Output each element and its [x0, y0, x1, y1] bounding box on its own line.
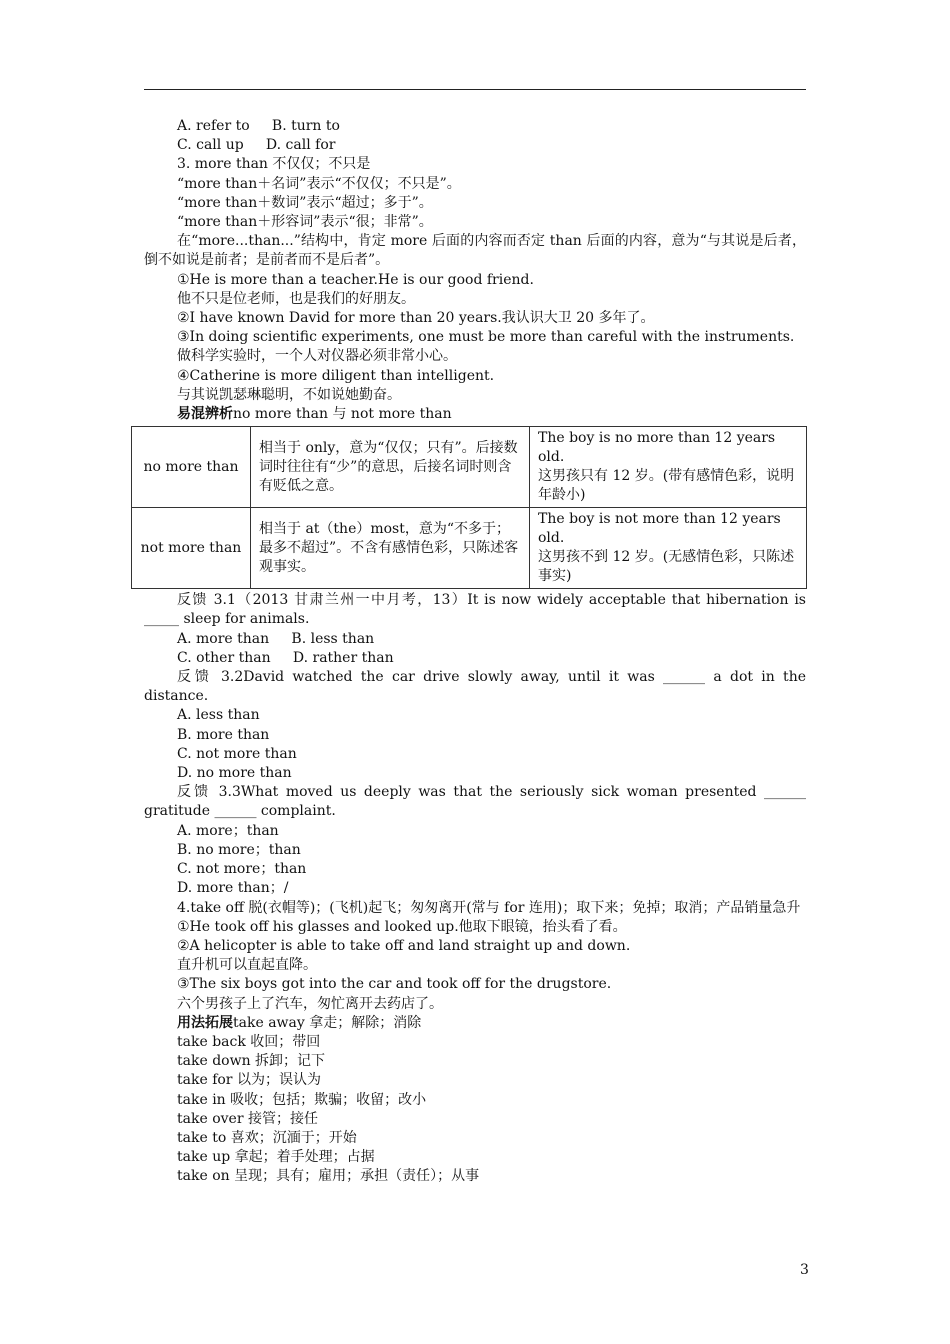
document-body: [140, 117, 806, 1187]
usage-first: take away 拿走；解除；消除: [233, 1014, 422, 1031]
table-row: [132, 427, 807, 508]
usage-label: 用法拓展: [177, 1014, 233, 1031]
paragraph: 在“more...than...”结构中，肯定 more 后面的内容而否定 than 后面的内容，意为“与其说是后者，倒不如说是前者；是前者而不是后者”。: [144, 233, 806, 269]
example-paragraph: ③In doing scientific experiments, one must be more than careful with the instruments.: [177, 329, 795, 346]
usage-item: take back 收回；带回: [177, 1033, 321, 1050]
section-heading: 3. more than 不仅仅；不只是: [177, 156, 371, 173]
table-cell-meaning: 相当于 at（the）most，意为“不多于；最多不超过”。不含有感情色彩，只陈述客观事实。: [251, 508, 530, 589]
usage-item: take in 吸收；包括；欺骗；收留；改小: [177, 1091, 427, 1108]
usage-item: take over 接管；接任: [177, 1110, 318, 1127]
answer-options: A. more than B. less than: [177, 630, 375, 647]
example-cn: 这男孩不到 12 岁。(无感情色彩，只陈述事实): [538, 549, 795, 585]
answer-option: A. more；than: [177, 822, 279, 839]
example-line: 直升机可以直起直降。: [177, 957, 317, 974]
answer-option: B. more than: [177, 726, 270, 743]
confusion-text: no more than 与 not more than: [233, 406, 452, 423]
example-line: 六个男孩子上了汽车，匆忙离开去药店了。: [177, 995, 443, 1012]
example-line: ②A helicopter is able to take off and land straight up and down.: [177, 937, 631, 954]
question-3-2: 反馈 3.2David watched the car drive slowly away, until it was ______ a dot in the distance.: [144, 669, 806, 705]
text-line: “more than＋形容词”表示“很；非常”。: [177, 214, 433, 231]
example-line: ①He is more than a teacher.He is our good friend.: [177, 271, 534, 288]
comparison-table: [131, 426, 807, 589]
answer-option: A. less than: [177, 707, 260, 724]
example-line: 与其说凯瑟琳聪明，不如说她勤奋。: [177, 386, 401, 403]
answer-option: C. not more；than: [177, 861, 307, 878]
usage-item: take to 喜欢；沉湎于；开始: [177, 1129, 357, 1146]
table-row: [132, 508, 807, 589]
question-3-3: 反馈 3.3What moved us deeply was that the seriously sick woman presented ______ gratitude ______ complaint.: [144, 784, 806, 820]
usage-item: take for 以为；误认为: [177, 1072, 321, 1089]
example-line: ②I have known David for more than 20 years.我认识大卫 20 多年了。: [177, 310, 655, 327]
answer-option: D. more than；/: [177, 880, 289, 897]
table-cell-meaning: 相当于 only，意为“仅仅；只有”。后接数词时往往有“少”的意思，后接名词时则含有贬低之意。: [251, 427, 530, 508]
answer-options: C. other than D. rather than: [177, 649, 394, 666]
answer-option: C. not more than: [177, 745, 297, 762]
page-number: 3: [800, 1262, 809, 1278]
usage-heading: [144, 1014, 806, 1033]
section-heading-take-off: 4.take off 脱(衣帽等)；(飞机)起飞；匆匆离开(常与 for 连用)；取下来；免掉；取消；产品销量急升: [177, 899, 801, 916]
example-cn: 这男孩只有 12 岁。(带有感情色彩，说明年龄小): [538, 468, 795, 504]
example-line: 他不只是位老师，也是我们的好朋友。: [177, 290, 415, 307]
confusion-label: 易混辨析: [177, 406, 233, 423]
table-cell-example: [530, 427, 807, 508]
text-line: “more than＋数词”表示“超过；多于”。: [177, 194, 433, 211]
table-cell-example: [530, 508, 807, 589]
confusion-heading: [144, 405, 806, 424]
table-cell-term: no more than: [132, 427, 251, 508]
text-line: A. refer to B. turn to: [177, 118, 340, 134]
text-line: “more than＋名词”表示“不仅仅；不只是”。: [177, 175, 461, 192]
example-en: The boy is not more than 12 years old.: [538, 511, 781, 547]
table-cell-term: not more than: [132, 508, 251, 589]
answer-option: B. no more；than: [177, 841, 301, 858]
example-line: ①He took off his glasses and looked up.他取下眼镜，抬头看了看。: [177, 918, 627, 935]
usage-item: take up 拿起；着手处理；占据: [177, 1149, 375, 1166]
usage-item: take on 呈现；具有；雇用；承担（责任）；从事: [177, 1168, 480, 1185]
usage-item: take down 拆卸；记下: [177, 1053, 326, 1070]
header-rule: [144, 89, 806, 90]
question-3-1: 反馈 3.1（2013 甘肃兰州一中月考，13）It is now widely acceptable that hibernation is _____ sleep for animals.: [144, 592, 806, 628]
answer-option: D. no more than: [177, 765, 292, 782]
example-line: 做科学实验时，一个人对仪器必须非常小心。: [177, 348, 457, 365]
text-line: C. call up D. call for: [177, 137, 336, 154]
example-line: ③The six boys got into the car and took off for the drugstore.: [177, 976, 612, 993]
example-line: ④Catherine is more diligent than intelligent.: [177, 367, 495, 384]
example-en: The boy is no more than 12 years old.: [538, 430, 776, 466]
